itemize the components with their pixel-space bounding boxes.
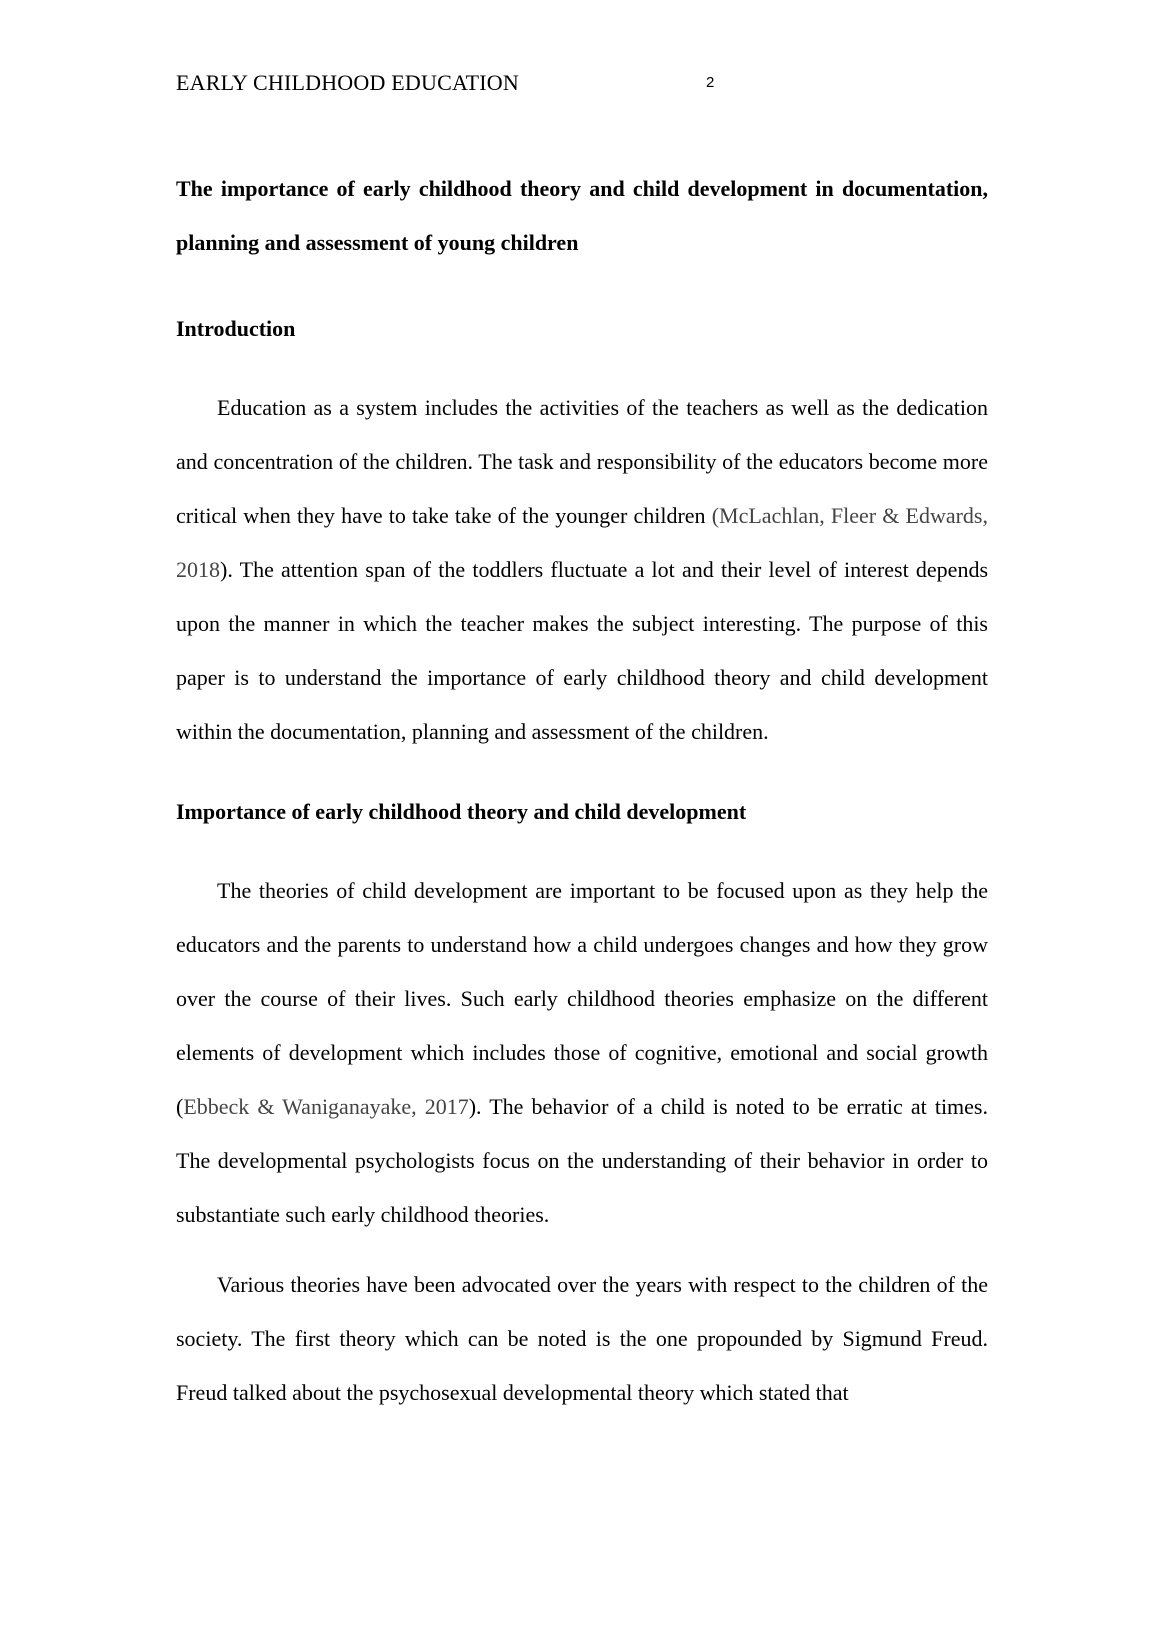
paragraph-text: Education as a system includes the activities of the teachers as well as the dedication and concentration of the children. The task and responsibility of the educators become more critical when they have to take take of the younger children: [176, 395, 988, 528]
section-heading-introduction: Introduction: [176, 316, 296, 341]
document-body: [176, 162, 988, 1420]
page-number: 2: [706, 74, 715, 91]
paragraph-various-theories: Various theories have been advocated over the years with respect to the children of the society. The first theory which can be noted is the one propounded by Sigmund Freud. Freud talked about the psychosexual developmental theory which stated that: [176, 1272, 988, 1405]
paragraph-theories: [176, 864, 988, 1242]
citation: (McLachlan, Fleer & Edwards, 2018: [176, 503, 988, 582]
running-head: EARLY CHILDHOOD EDUCATION: [176, 70, 519, 95]
document-title: The importance of early childhood theory and child development in documentation, planning and assessment of young children: [176, 176, 988, 255]
paragraph-text: The theories of child development are important to be focused upon as they help the educators and the parents to understand how a child undergoes changes and how they grow over the course of their lives. Such early childhood theories emphasize on the different elements of development which includes those of cognitive, emotional and social growth (: [176, 878, 988, 1119]
paragraph-introduction: [176, 381, 988, 759]
citation: Ebbeck & Waniganayake, 2017: [183, 1094, 469, 1119]
paragraph-text: ). The attention span of the toddlers fluctuate a lot and their level of interest depends upon the manner in which the teacher makes the subject interesting. The purpose of this paper is to understand the importance of early childhood theory and child development within the documentation, planning and assessment of the children.: [176, 557, 988, 744]
paragraph-text: ). The behavior of a child is noted to be erratic at times. The developmental psychologists focus on the understanding of their behavior in order to substantiate such early childhood theories.: [176, 1094, 988, 1227]
section-heading-importance: Importance of early childhood theory and child development: [176, 799, 747, 824]
